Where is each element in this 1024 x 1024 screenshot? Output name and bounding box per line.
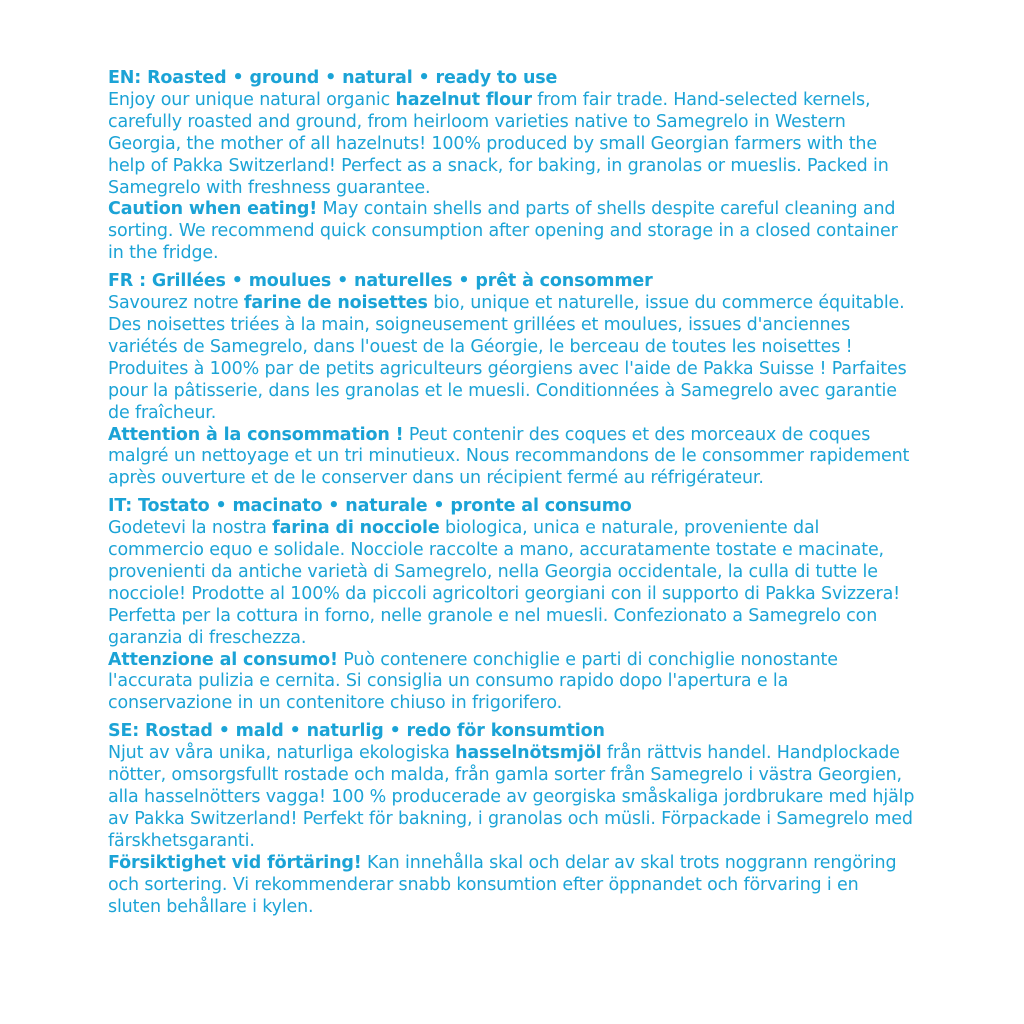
caution-text: May contain shells and parts of shells despite careful cleaning and sorting. We recommend quick consumption after opening and storage in a closed container in the fridge. (108, 199, 898, 264)
section-description (108, 90, 916, 200)
caution-paragraph (108, 650, 916, 716)
caution-paragraph (108, 425, 916, 491)
section-description (108, 518, 916, 649)
description-text: biologica, unica e naturale, proveniente dal commercio equo e solidale. Nocciole raccolte a mano, accuratamente tostate e macinate, provenienti da antiche varietà di Samegrelo, nella Georgia occidentale, la culla di tutte le nocciole! Prodotte al 100% da piccoli agricoltori georgiani con il supporto di Pakka Svizzera! Perfetta per la cottura in forno, nelle granole e nel muesli. Confezionato a Samegrelo con garanzia di freschezza. (108, 518, 901, 648)
product-name: hasselnötsmjöl (455, 743, 602, 764)
caution-paragraph (108, 199, 916, 265)
description-text: Njut av våra unika, naturliga ekologiska (108, 743, 456, 764)
caution-heading: Försiktighet vid förtäring! (108, 852, 362, 873)
product-name: hazelnut flour (395, 89, 532, 110)
description-text: Godetevi la nostra (108, 518, 273, 539)
description-text: from fair trade. Hand-selected kernels, carefully roasted and ground, from heirloom varieties native to Samegrelo in Western Georgia, the mother of all hazelnuts! 100% produced by small Georgian farmers with the help of Pakka Switzerland! Perfect as a snack, for baking, in granolas or mueslis. Packed in Samegrelo with freshness guarantee. (108, 89, 889, 198)
caution-text: Kan innehålla skal och delar av skal trots noggrann rengöring och sortering. Vi rekommenderar snabb konsumtion efter öppnandet och förvaring i en sluten behållare i kylen. (108, 852, 897, 917)
caution-heading: Caution when eating! (108, 199, 318, 220)
description-text: Savourez notre (108, 293, 244, 314)
description-text: bio, unique et naturelle, issue du commerce équitable. Des noisettes triées à la main, soigneusement grillées et moulues, issues d'anciennes variétés de Samegrelo, dans l'ouest de la Géorgie, le berceau de toutes les noisettes ! Produites à 100% par de petits agriculteurs géorgiens avec l'aide de Pakka Suisse ! Parfaites pour la pâtisserie, dans les granolas et le muesli. Conditionnées à Samegrelo avec garantie de fraîcheur. (108, 293, 907, 423)
description-text: Enjoy our unique natural organic (108, 89, 396, 110)
caution-text: Può contenere conchiglie e parti di conchiglie nonostante l'accurata pulizia e cernita. Si consiglia un consumo rapido dopo l'apertura e la conservazione in un contenitore chiuso in frigorifero. (108, 649, 838, 714)
caution-paragraph (108, 853, 916, 919)
section-it (108, 496, 916, 715)
label-text-panel (108, 68, 916, 924)
section-fr (108, 271, 916, 490)
caution-text: Peut contenir des coques et des morceaux de coques malgré un nettoyage et un tri minutieux. Nous recommandons de le consommer rapidement après ouverture et de le conserver dans un récipient fermé au réfrigérateur. (108, 424, 910, 489)
product-name: farine de noisettes (243, 293, 428, 314)
section-heading: SE: Rostad • mald • naturlig • redo för konsumtion (108, 721, 605, 742)
caution-heading: Attention à la consommation ! (108, 424, 404, 445)
section-description (108, 743, 916, 853)
section-en (108, 68, 916, 265)
caution-heading: Attenzione al consumo! (108, 649, 338, 670)
section-heading: EN: Roasted • ground • natural • ready to use (108, 68, 558, 88)
section-heading: FR : Grillées • moulues • naturelles • prêt à consommer (108, 271, 653, 292)
section-heading: IT: Tostato • macinato • naturale • pronte al consumo (108, 496, 632, 517)
product-name: farina di nocciole (272, 518, 440, 539)
description-text: från rättvis handel. Handplockade nötter, omsorgsfullt rostade och malda, från gamla sorter från Samegrelo i västra Georgien, alla hasselnötters vagga! 100 % producerade av georgiska småskaliga jordbrukare med hjälp av Pakka Switzerland! Perfekt för bakning, i granolas och müsli. Förpackade i Samegrelo med färskhetsgaranti. (108, 743, 915, 851)
section-se (108, 721, 916, 918)
section-description (108, 293, 916, 424)
